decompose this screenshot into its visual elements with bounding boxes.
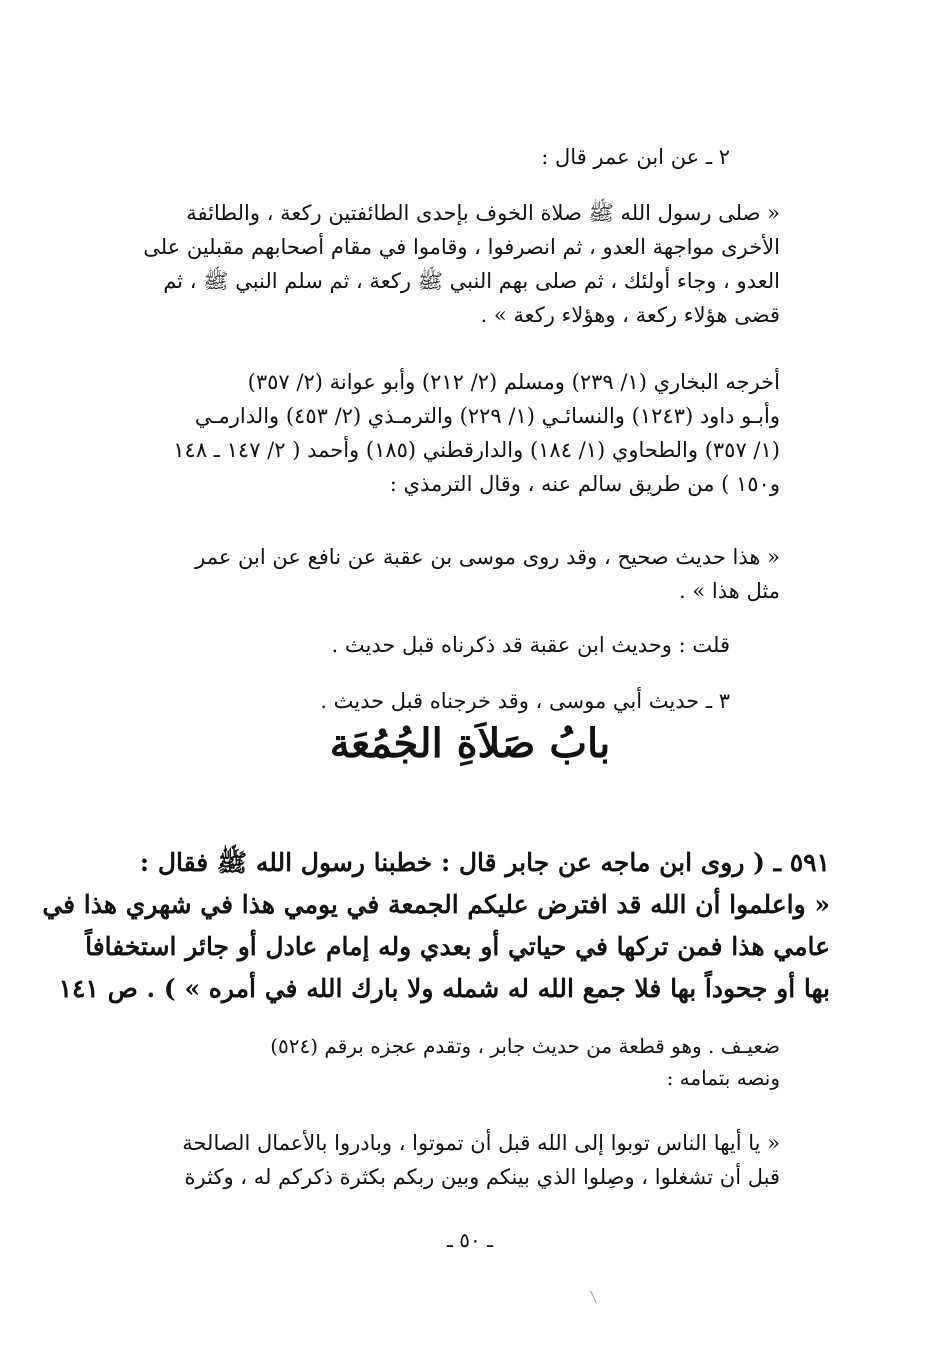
grading-paragraph <box>110 1030 780 1094</box>
item-3 <box>320 684 730 718</box>
takhrij-line: أخرجه البخاري (١/ ٢٣٩) ومسلم (٢/ ٢١٢) وأبو عوانة (٢/ ٣٥٧) <box>247 370 780 394</box>
quote-line: مثل هذا » . <box>679 579 780 603</box>
takhrij-paragraph <box>110 365 780 501</box>
takhrij-line: وأبـو داود (١٢٤٣) والنسائـي (١/ ٢٢٩) والترمـذي (٢/ ٤٥٣) والدارمـي <box>194 404 780 428</box>
takhrij-line: و١٥٠ ) من طريق سالم عنه ، وقال الترمذي : <box>389 472 780 496</box>
hadith-591 <box>42 842 830 1010</box>
heading-line: ٢ ـ عن ابن عمر قال : <box>541 145 730 169</box>
author-note <box>332 628 730 662</box>
hadith-line: ٥٩١ ـ ( روى ابن ماجه عن جابر قال : خطبنا رسول الله ﷺ فقال : <box>139 848 830 877</box>
scan-artifact <box>590 1290 597 1303</box>
hadith-line: بها أو جحوداً بها فلا جمع الله له شمله ولا بارك الله في أمره » ) . ص ١٤١ <box>58 974 830 1003</box>
hadith-line: عامي هذا فمن تركها في حياتي أو بعدي وله إمام عادل أو جائر استخفافاً <box>85 932 830 961</box>
note-line: قلت : وحديث ابن عقبة قد ذكرناه قبل حديث . <box>331 633 730 657</box>
quote-line: « هذا حديث صحيح ، وقد روى موسى بن عقبة عن نافع عن ابن عمر <box>195 545 780 569</box>
grade-line: ضعيـف . وهو قطعة من حديث جابر ، وتقدم عجزه برقم (٥٢٤) <box>270 1034 780 1058</box>
quote-line: قبل أن تشغلوا ، وصِلوا الذي بينكم وبين ربكم بكثرة ذكركم له ، وكثرة <box>184 1165 780 1189</box>
hadith-quote <box>110 196 780 332</box>
takhrij-line: (١/ ٣٥٧) والطحاوي (١/ ١٨٤) والدارقطني (١٨٥) وأحمد ( ٢/ ١٤٧ ـ ١٤٨ <box>173 438 780 462</box>
quote-line: قضى هؤلاء ركعة ، وهؤلاء ركعة » . <box>480 303 780 327</box>
section-heading <box>541 140 730 174</box>
quote-line: « صلى رسول الله ﷺ صلاة الخوف بإحدى الطائفتين ركعة ، والطائفة <box>186 201 780 225</box>
tirmidhi-quote <box>110 540 780 608</box>
chapter-title: بابُ صَلاَةِ الجُمُعَة <box>329 720 611 767</box>
page-number: ـ ٥٠ ـ <box>447 1228 493 1252</box>
quote-line: الأخرى مواجهة العدو ، ثم انصرفوا ، وقاموا في مقام أصحابهم مقبلين على <box>143 235 780 259</box>
closing-quote <box>110 1126 780 1194</box>
item-line: ٣ ـ حديث أبي موسى ، وقد خرجناه قبل حديث . <box>320 689 730 713</box>
quote-line: « يا أيها الناس توبوا إلى الله قبل أن تموتوا ، وبادروا بالأعمال الصالحة <box>182 1131 780 1155</box>
quote-line: العدو ، وجاء أولئك ، ثم صلى بهم النبي ﷺ ركعة ، ثم سلم النبي ﷺ ، ثم <box>163 269 780 293</box>
grade-line: ونصه بتمامه : <box>666 1066 780 1090</box>
hadith-line: « واعلموا أن الله قد افترض عليكم الجمعة في يومي هذا في شهري هذا في <box>42 890 830 919</box>
